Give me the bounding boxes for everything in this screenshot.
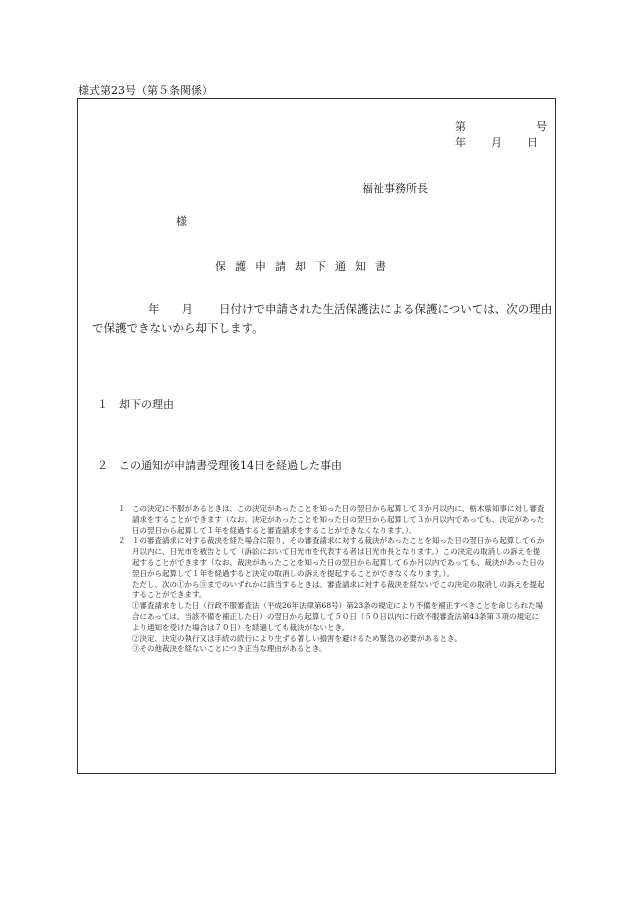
note-number: １ xyxy=(118,504,126,513)
note-number: ２ xyxy=(118,536,126,546)
document-frame xyxy=(77,98,556,774)
document-date-line xyxy=(455,134,538,150)
note-text: この決定に不服があるときは、この決定があったことを知った日の翌日から起算して３か月以内に、栃木県知事に対し審査請求をすることができます（なお、決定があったことを知った日の翌日から起算して３か月以内であっても、決定があった日の翌日から起算して１年を経過すると審査請求をすることができなくなります。）。 xyxy=(132,504,545,535)
section-label: この通知が申請書受理後14日を経過した事由 xyxy=(119,459,342,472)
note-subitem: ③その他裁決を経ないことにつき正当な理由があるとき。 xyxy=(132,644,327,654)
note-item xyxy=(118,536,546,655)
section-number: １ xyxy=(97,398,108,411)
document-title: 保護申請却下通知書 xyxy=(215,260,395,273)
document-number-line xyxy=(455,118,547,134)
note-proviso: ただし、次の①から③までのいずれかに該当するときは、審査請求に対する裁決を経ないでこの決定の取消しの訴えを提起することができます。 xyxy=(132,579,545,600)
body-paragraph xyxy=(92,300,554,338)
issuer-title: 福祉事務所長 xyxy=(362,182,428,195)
body-year: 年 xyxy=(148,302,160,316)
section-reason xyxy=(97,396,174,412)
appeal-notes xyxy=(118,504,546,655)
date-day: 日 xyxy=(527,136,538,149)
date-month: 月 xyxy=(491,136,502,149)
number-suffix: 号 xyxy=(536,120,547,133)
section-number: ２ xyxy=(97,459,108,472)
section-delay-reason xyxy=(97,457,342,473)
note-item xyxy=(118,504,546,536)
body-month: 月 xyxy=(181,302,193,316)
section-label: 却下の理由 xyxy=(119,398,174,411)
date-year: 年 xyxy=(455,136,466,149)
note-subitem: ①審査請求をした日（行政不服審査法（平成26年法律第68号）第23条の規定により不備を補正すべきことを命じられた場合にあっては、当該不備を補正した日）の翌日から起算して５０日（５０日以内に行政不服審査法第43条第３項の規定により通知を受けた場合は７０日）を経過しても裁決がないとき。 xyxy=(132,601,543,632)
addressee-honorific: 様 xyxy=(176,215,187,228)
note-text: １の審査請求に対する裁決を経た場合に限り、その審査請求に対する裁決があったことを知った日の翌日から起算して６か月以内に、日光市を被告として（訴訟において日光市を代表する者は日光市長となります。）この決定の取消しの訴えを提起することができます（なお、裁決があったことを知った日の翌日から起算して６か月以内であっても、裁決があった日の翌日から起算して１年を経過すると決定の取消しの訴えを提起することができなくなります。）。 xyxy=(132,536,545,578)
form-number-label: 様式第23号（第５条関係） xyxy=(78,84,213,97)
number-prefix: 第 xyxy=(455,120,466,133)
note-subitem: ②決定、決定の執行又は手続の続行により生ずる著しい損害を避けるため緊急の必要があるとき。 xyxy=(132,633,462,643)
body-text: 日付けで申請された生活保護法による保護については、次の理由で保護できないから却下します。 xyxy=(92,302,553,335)
